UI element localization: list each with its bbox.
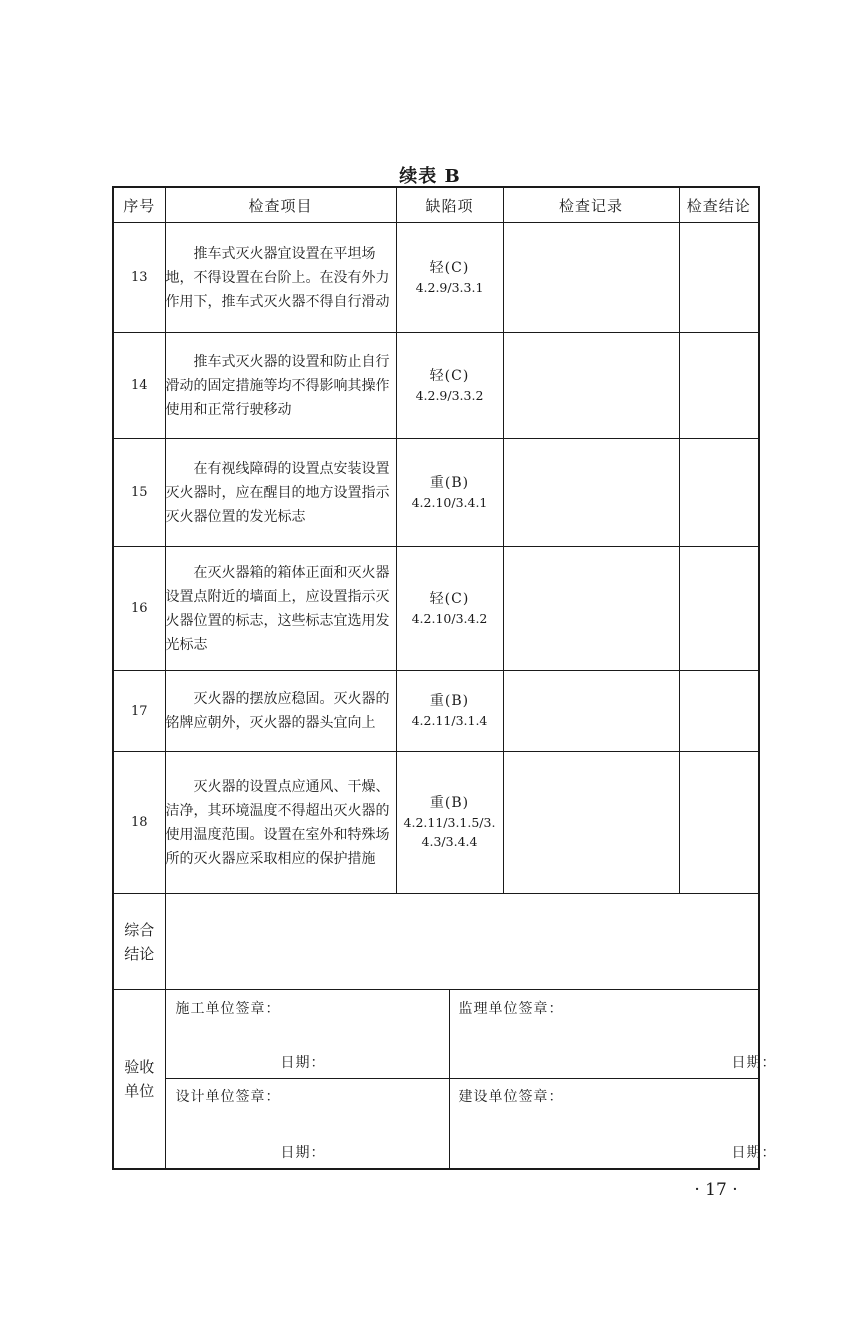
check-item: 灭火器的设置点应通风、干燥、洁净，其环境温度不得超出灭火器的使用温度范围。设置在室外和特殊场所的灭火器应采取相应的保护措施	[165, 752, 396, 894]
clause: 4.2.9/3.3.1	[415, 279, 484, 295]
check-item: 推车式灭火器宜设置在平坦场地，不得设置在台阶上。在没有外力作用下，推车式灭火器不得自行滑动	[165, 223, 396, 333]
clause: 4.2.9/3.3.2	[415, 387, 484, 403]
record-cell[interactable]	[503, 671, 679, 752]
record-cell[interactable]	[503, 547, 679, 671]
table-row	[113, 223, 759, 333]
defect-cell	[396, 223, 503, 333]
check-item: 推车式灭火器的设置和防止自行滑动的固定措施等均不得影响其操作使用和正常行驶移动	[165, 333, 396, 439]
severity: 轻(C)	[429, 590, 470, 607]
acceptance-row	[113, 990, 759, 1170]
check-item: 在灭火器箱的箱体正面和灭火器设置点附近的墙面上，应设置指示灭火器位置的标志，这些标志宜选用发光标志	[165, 547, 396, 671]
construction-signature-label: 施工单位签章：	[175, 1001, 281, 1017]
owner-signature-box[interactable]	[449, 1078, 812, 1168]
table-row	[113, 439, 759, 547]
page-number: · 17 ·	[694, 1180, 738, 1200]
supervision-signature-label: 监理单位签章：	[458, 1001, 564, 1017]
date-label: 日期：	[280, 1055, 326, 1071]
summary-label-line2: 结论	[124, 944, 155, 963]
row-number: 16	[113, 547, 165, 671]
defect-cell	[396, 671, 503, 752]
table-title: 续表 B	[399, 166, 461, 187]
summary-label-line1: 综合	[124, 920, 155, 939]
record-cell[interactable]	[503, 333, 679, 439]
supervision-signature-box[interactable]	[449, 990, 812, 1078]
construction-signature-box[interactable]	[166, 990, 449, 1078]
conclusion-cell[interactable]	[679, 547, 759, 671]
header-conclusion: 检查结论	[679, 187, 759, 223]
conclusion-cell[interactable]	[679, 439, 759, 547]
table-row	[113, 547, 759, 671]
defect-cell	[396, 439, 503, 547]
check-item: 在有视线障碍的设置点安装设置灭火器时，应在醒目的地方设置指示灭火器位置的发光标志	[165, 439, 396, 547]
clause: 4.2.10/3.4.1	[411, 494, 488, 510]
row-number: 18	[113, 752, 165, 894]
severity: 轻(C)	[429, 259, 470, 276]
severity: 轻(C)	[429, 367, 470, 384]
summary-label	[113, 894, 165, 990]
header-row	[113, 187, 759, 223]
clause: 4.2.10/3.4.2	[411, 610, 488, 626]
date-label: 日期：	[280, 1145, 326, 1161]
conclusion-cell[interactable]	[679, 333, 759, 439]
acceptance-label-line1: 验收	[124, 1058, 155, 1076]
severity: 重(B)	[429, 795, 470, 811]
design-signature-label: 设计单位签章：	[175, 1089, 281, 1105]
row-number: 17	[113, 671, 165, 752]
inspection-table	[112, 186, 777, 1170]
signature-area	[165, 990, 777, 1170]
conclusion-cell[interactable]	[679, 752, 759, 894]
date-label: 日期：	[731, 1055, 777, 1071]
severity: 重(B)	[429, 693, 470, 709]
row-number: 13	[113, 223, 165, 333]
header-record: 检查记录	[503, 187, 679, 223]
design-signature-box[interactable]	[166, 1078, 449, 1168]
table-row	[113, 333, 759, 439]
summary-row	[113, 894, 759, 990]
owner-signature-label: 建设单位签章：	[458, 1089, 564, 1105]
clause: 4.2.11/3.1.4	[411, 713, 488, 728]
defect-cell	[396, 333, 503, 439]
record-cell[interactable]	[503, 439, 679, 547]
header-defect: 缺陷项	[396, 187, 503, 223]
row-number: 15	[113, 439, 165, 547]
header-seq: 序号	[113, 187, 165, 223]
acceptance-label-line2: 单位	[124, 1082, 155, 1100]
defect-cell	[396, 752, 503, 894]
header-item: 检查项目	[165, 187, 396, 223]
row-number: 14	[113, 333, 165, 439]
table-row	[113, 752, 759, 894]
record-cell[interactable]	[503, 752, 679, 894]
conclusion-cell[interactable]	[679, 223, 759, 333]
conclusion-cell[interactable]	[679, 671, 759, 752]
table-row	[113, 671, 759, 752]
summary-value[interactable]	[165, 894, 759, 990]
record-cell[interactable]	[503, 223, 679, 333]
acceptance-label	[113, 990, 165, 1170]
clause: 4.2.11/3.1.5/3.4.3/3.4.4	[403, 815, 496, 849]
defect-cell	[396, 547, 503, 671]
date-label: 日期：	[731, 1145, 777, 1161]
check-item: 灭火器的摆放应稳固。灭火器的铭牌应朝外，灭火器的器头宜向上	[165, 671, 396, 752]
severity: 重(B)	[429, 474, 470, 491]
